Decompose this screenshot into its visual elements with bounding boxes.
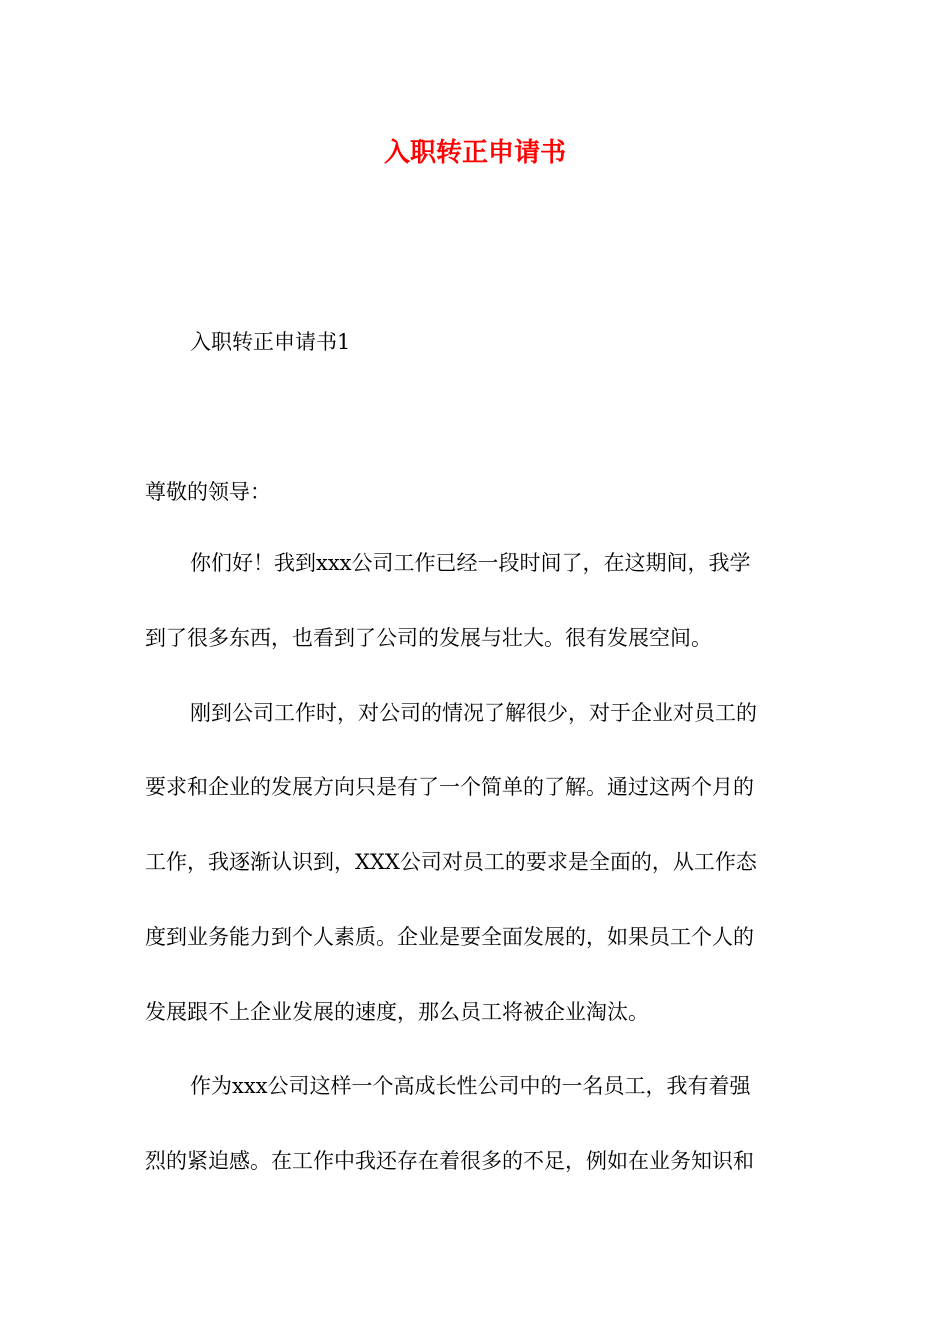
section-heading: 入职转正申请书1 [190,330,351,354]
paragraph-line: 刚到公司工作时，对公司的情况了解很少，对于企业对员工的 [190,701,757,725]
paragraph-line: 作为xxx公司这样一个高成长性公司中的一名员工，我有着强 [190,1074,751,1098]
paragraph-line: 要求和企业的发展方向只是有了一个简单的了解。通过这两个月的 [145,775,754,799]
paragraph-line: 你们好！我到xxx公司工作已经一段时间了，在这期间，我学 [190,551,751,575]
page-title: 入职转正申请书 [383,138,566,168]
paragraph-line: 发展跟不上企业发展的速度，那么员工将被企业淘汰。 [145,1000,649,1024]
paragraph-line: 烈的紧迫感。在工作中我还存在着很多的不足，例如在业务知识和 [145,1149,754,1173]
paragraph-line: 工作，我逐渐认识到，XXX公司对员工的要求是全面的，从工作态 [145,850,757,874]
salutation: 尊敬的领导： [145,480,271,504]
paragraph-line: 到了很多东西，也看到了公司的发展与壮大。很有发展空间。 [145,626,712,650]
paragraph-line: 度到业务能力到个人素质。企业是要全面发展的，如果员工个人的 [145,925,754,949]
